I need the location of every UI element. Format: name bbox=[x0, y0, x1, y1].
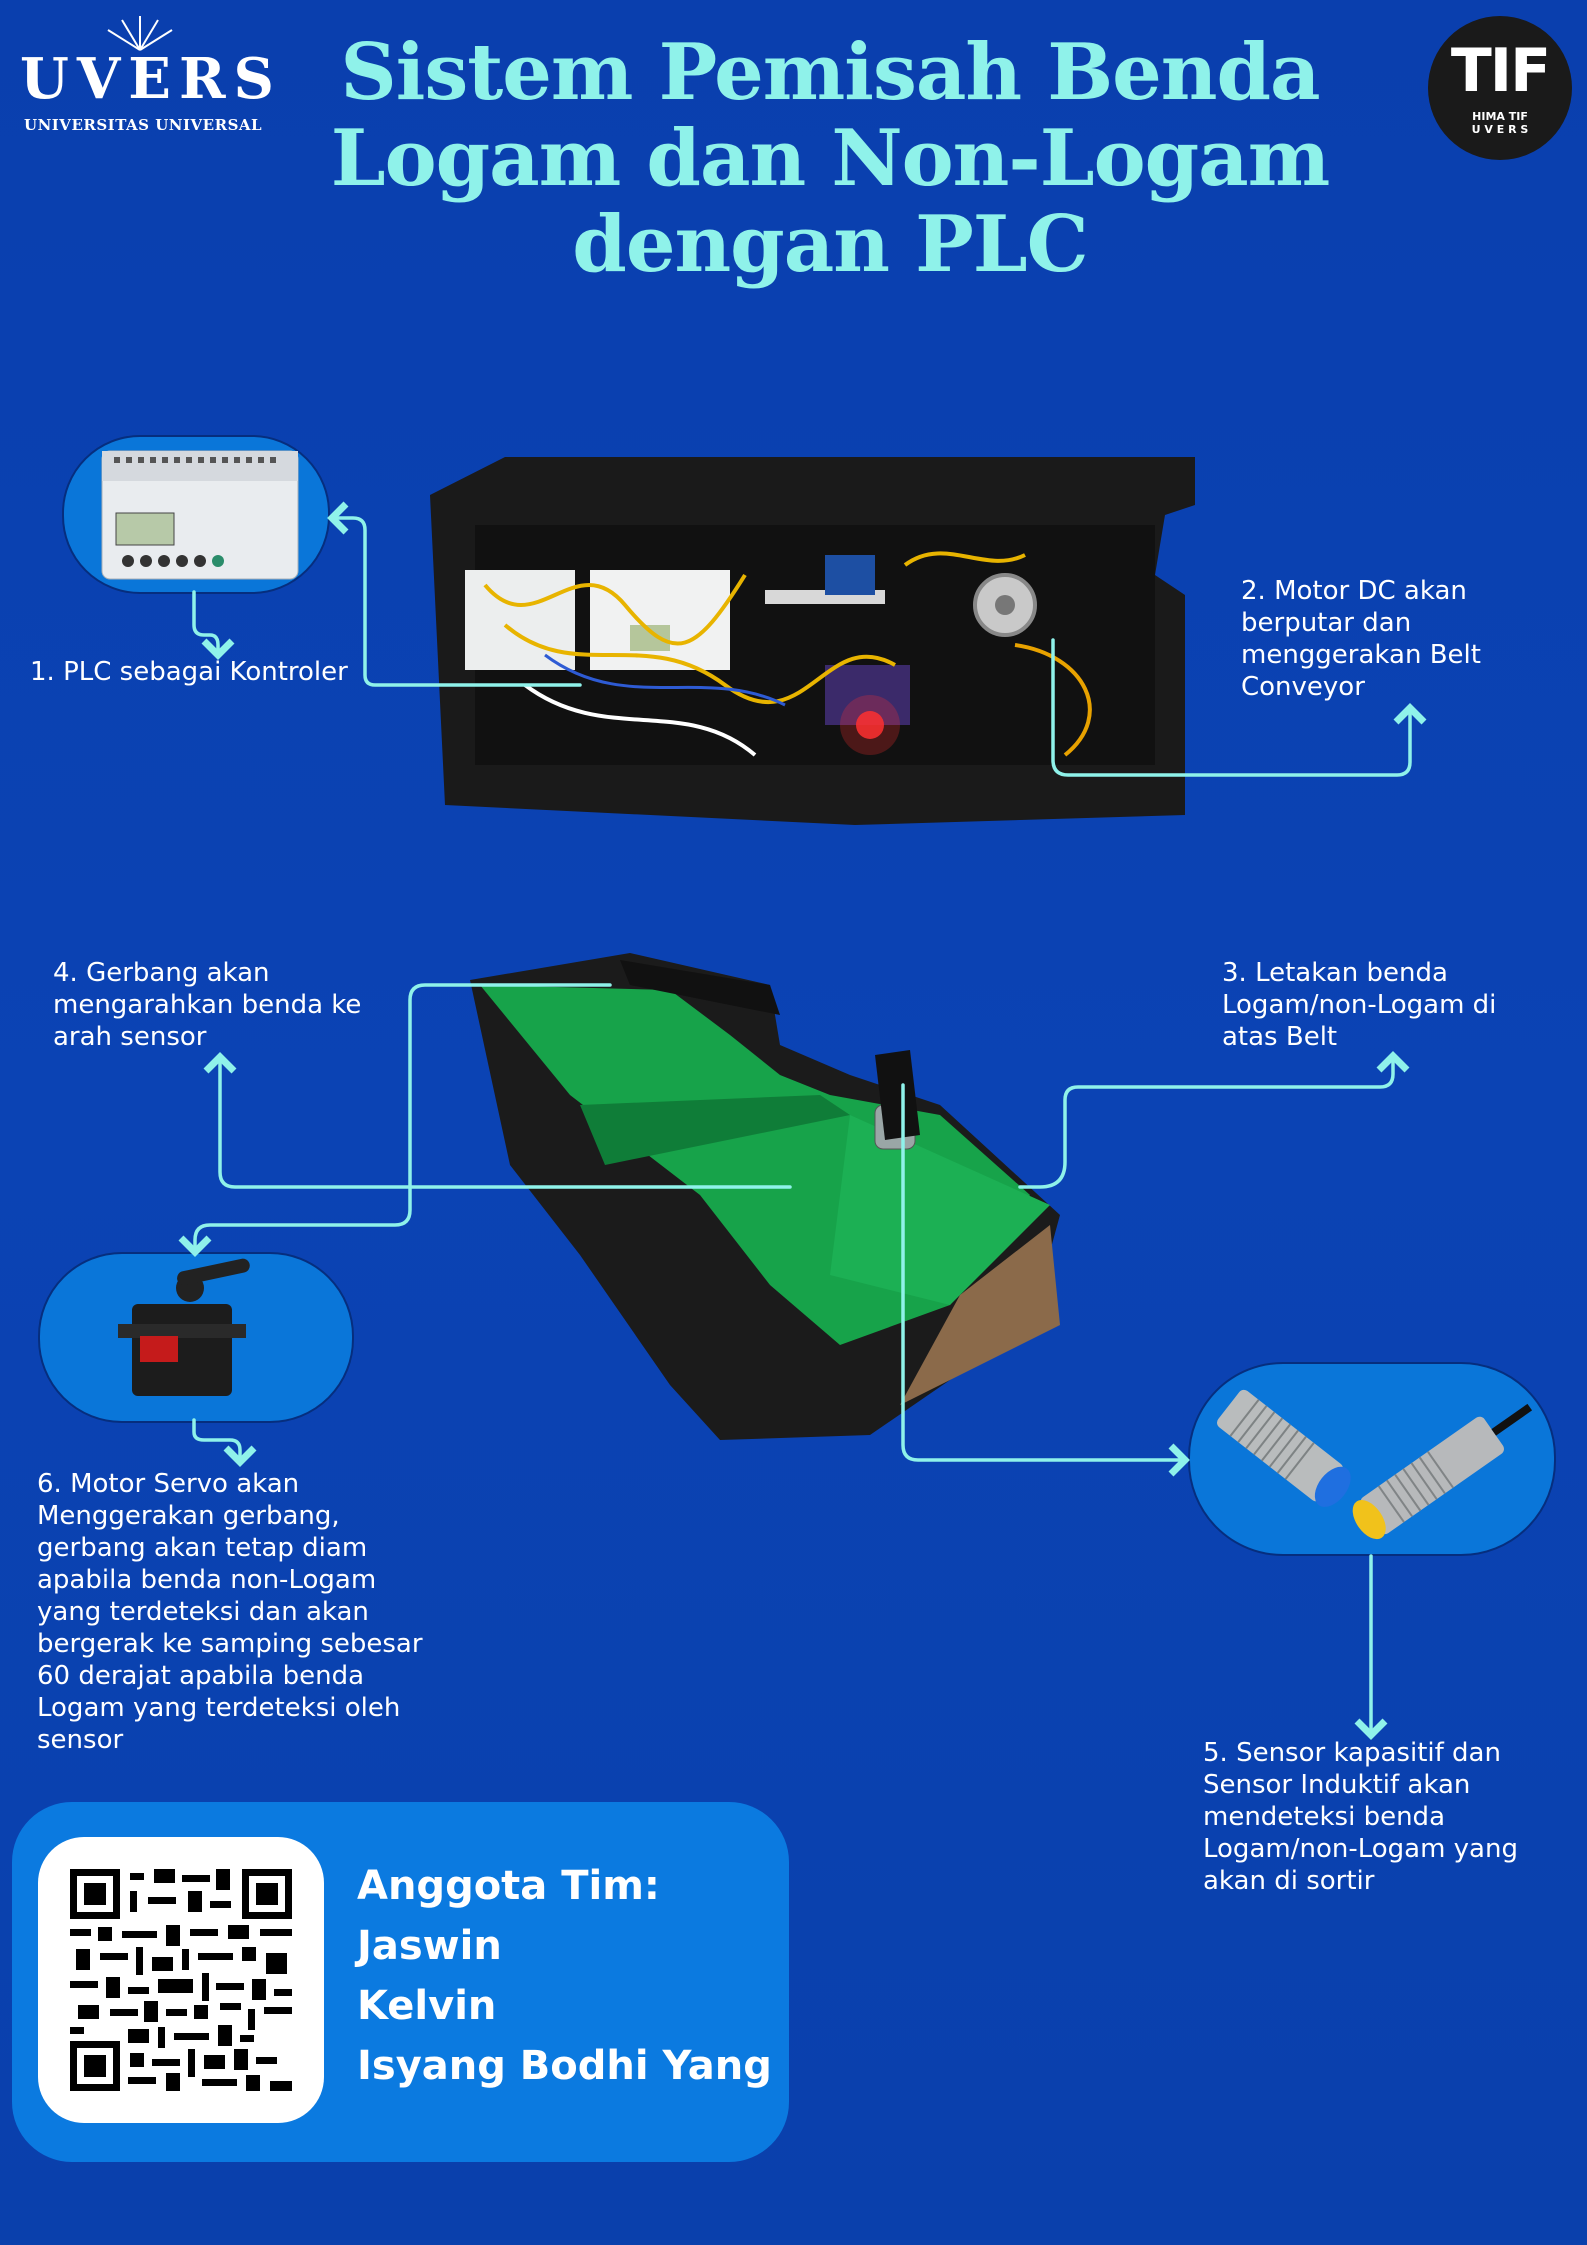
title-line: dengan PLC bbox=[572, 199, 1088, 290]
callout-motor-dc bbox=[1241, 575, 1481, 703]
callout-line: 4. Gerbang akan bbox=[53, 958, 270, 988]
callout-line: Logam/non-Logam di bbox=[1222, 990, 1497, 1020]
callout-sensor bbox=[1203, 1737, 1518, 1897]
callout-servo bbox=[37, 1468, 423, 1756]
callout-line: berputar dan bbox=[1241, 608, 1412, 638]
callout-line: gerbang akan tetap diam bbox=[37, 1533, 368, 1563]
callout-line: 5. Sensor kapasitif dan bbox=[1203, 1738, 1501, 1768]
callout-line: 3. Letakan benda bbox=[1222, 958, 1448, 988]
callout-line: yang terdeteksi dan akan bbox=[37, 1597, 369, 1627]
callout-line: mendeteksi benda bbox=[1203, 1802, 1445, 1832]
qr-code-card[interactable] bbox=[38, 1837, 324, 2123]
team-heading: Anggota Tim: bbox=[357, 1863, 660, 1909]
callout-line: Conveyor bbox=[1241, 672, 1365, 702]
callout-line: Logam yang terdeteksi oleh bbox=[37, 1693, 401, 1723]
uvers-logo-word: UVERS bbox=[20, 46, 282, 112]
callout-line: sensor bbox=[37, 1725, 124, 1755]
callout-line: atas Belt bbox=[1222, 1022, 1338, 1052]
callout-line: 6. Motor Servo akan bbox=[37, 1469, 300, 1499]
team-member: Kelvin bbox=[357, 1983, 497, 2029]
tif-logo-sub1: HIMA TIF bbox=[1472, 110, 1528, 123]
callout-gerbang bbox=[53, 957, 361, 1053]
callout-line: bergerak ke samping sebesar bbox=[37, 1629, 423, 1659]
callout-line: 60 derajat apabila benda bbox=[37, 1661, 365, 1691]
tif-logo-word: TIF bbox=[1450, 36, 1550, 106]
callout-line: mengarahkan benda ke bbox=[53, 990, 362, 1020]
callout-letakan bbox=[1222, 957, 1496, 1053]
tif-logo-sub2: U V E R S bbox=[1471, 123, 1529, 136]
title-line: Sistem Pemisah Benda bbox=[340, 27, 1320, 118]
callout-line: Menggerakan gerbang, bbox=[37, 1501, 340, 1531]
callout-line: arah sensor bbox=[53, 1022, 207, 1052]
title-line: Logam dan Non-Logam bbox=[330, 113, 1330, 204]
callout-plc: 1. PLC sebagai Kontroler bbox=[30, 657, 348, 687]
callout-line: menggerakan Belt bbox=[1241, 640, 1481, 670]
callout-line: Sensor Induktif akan bbox=[1203, 1770, 1471, 1800]
team-member: Isyang Bodhi Yang bbox=[357, 2043, 772, 2089]
callout-line: akan di sortir bbox=[1203, 1866, 1375, 1896]
uvers-logo-subtitle: UNIVERSITAS UNIVERSAL bbox=[24, 116, 263, 134]
callout-line: 2. Motor DC akan bbox=[1241, 576, 1467, 606]
team-member: Jaswin bbox=[357, 1923, 502, 1969]
callout-line: Logam/non-Logam yang bbox=[1203, 1834, 1518, 1864]
callout-line: apabila benda non-Logam bbox=[37, 1565, 377, 1595]
qr-code-icon[interactable] bbox=[70, 1869, 292, 2091]
